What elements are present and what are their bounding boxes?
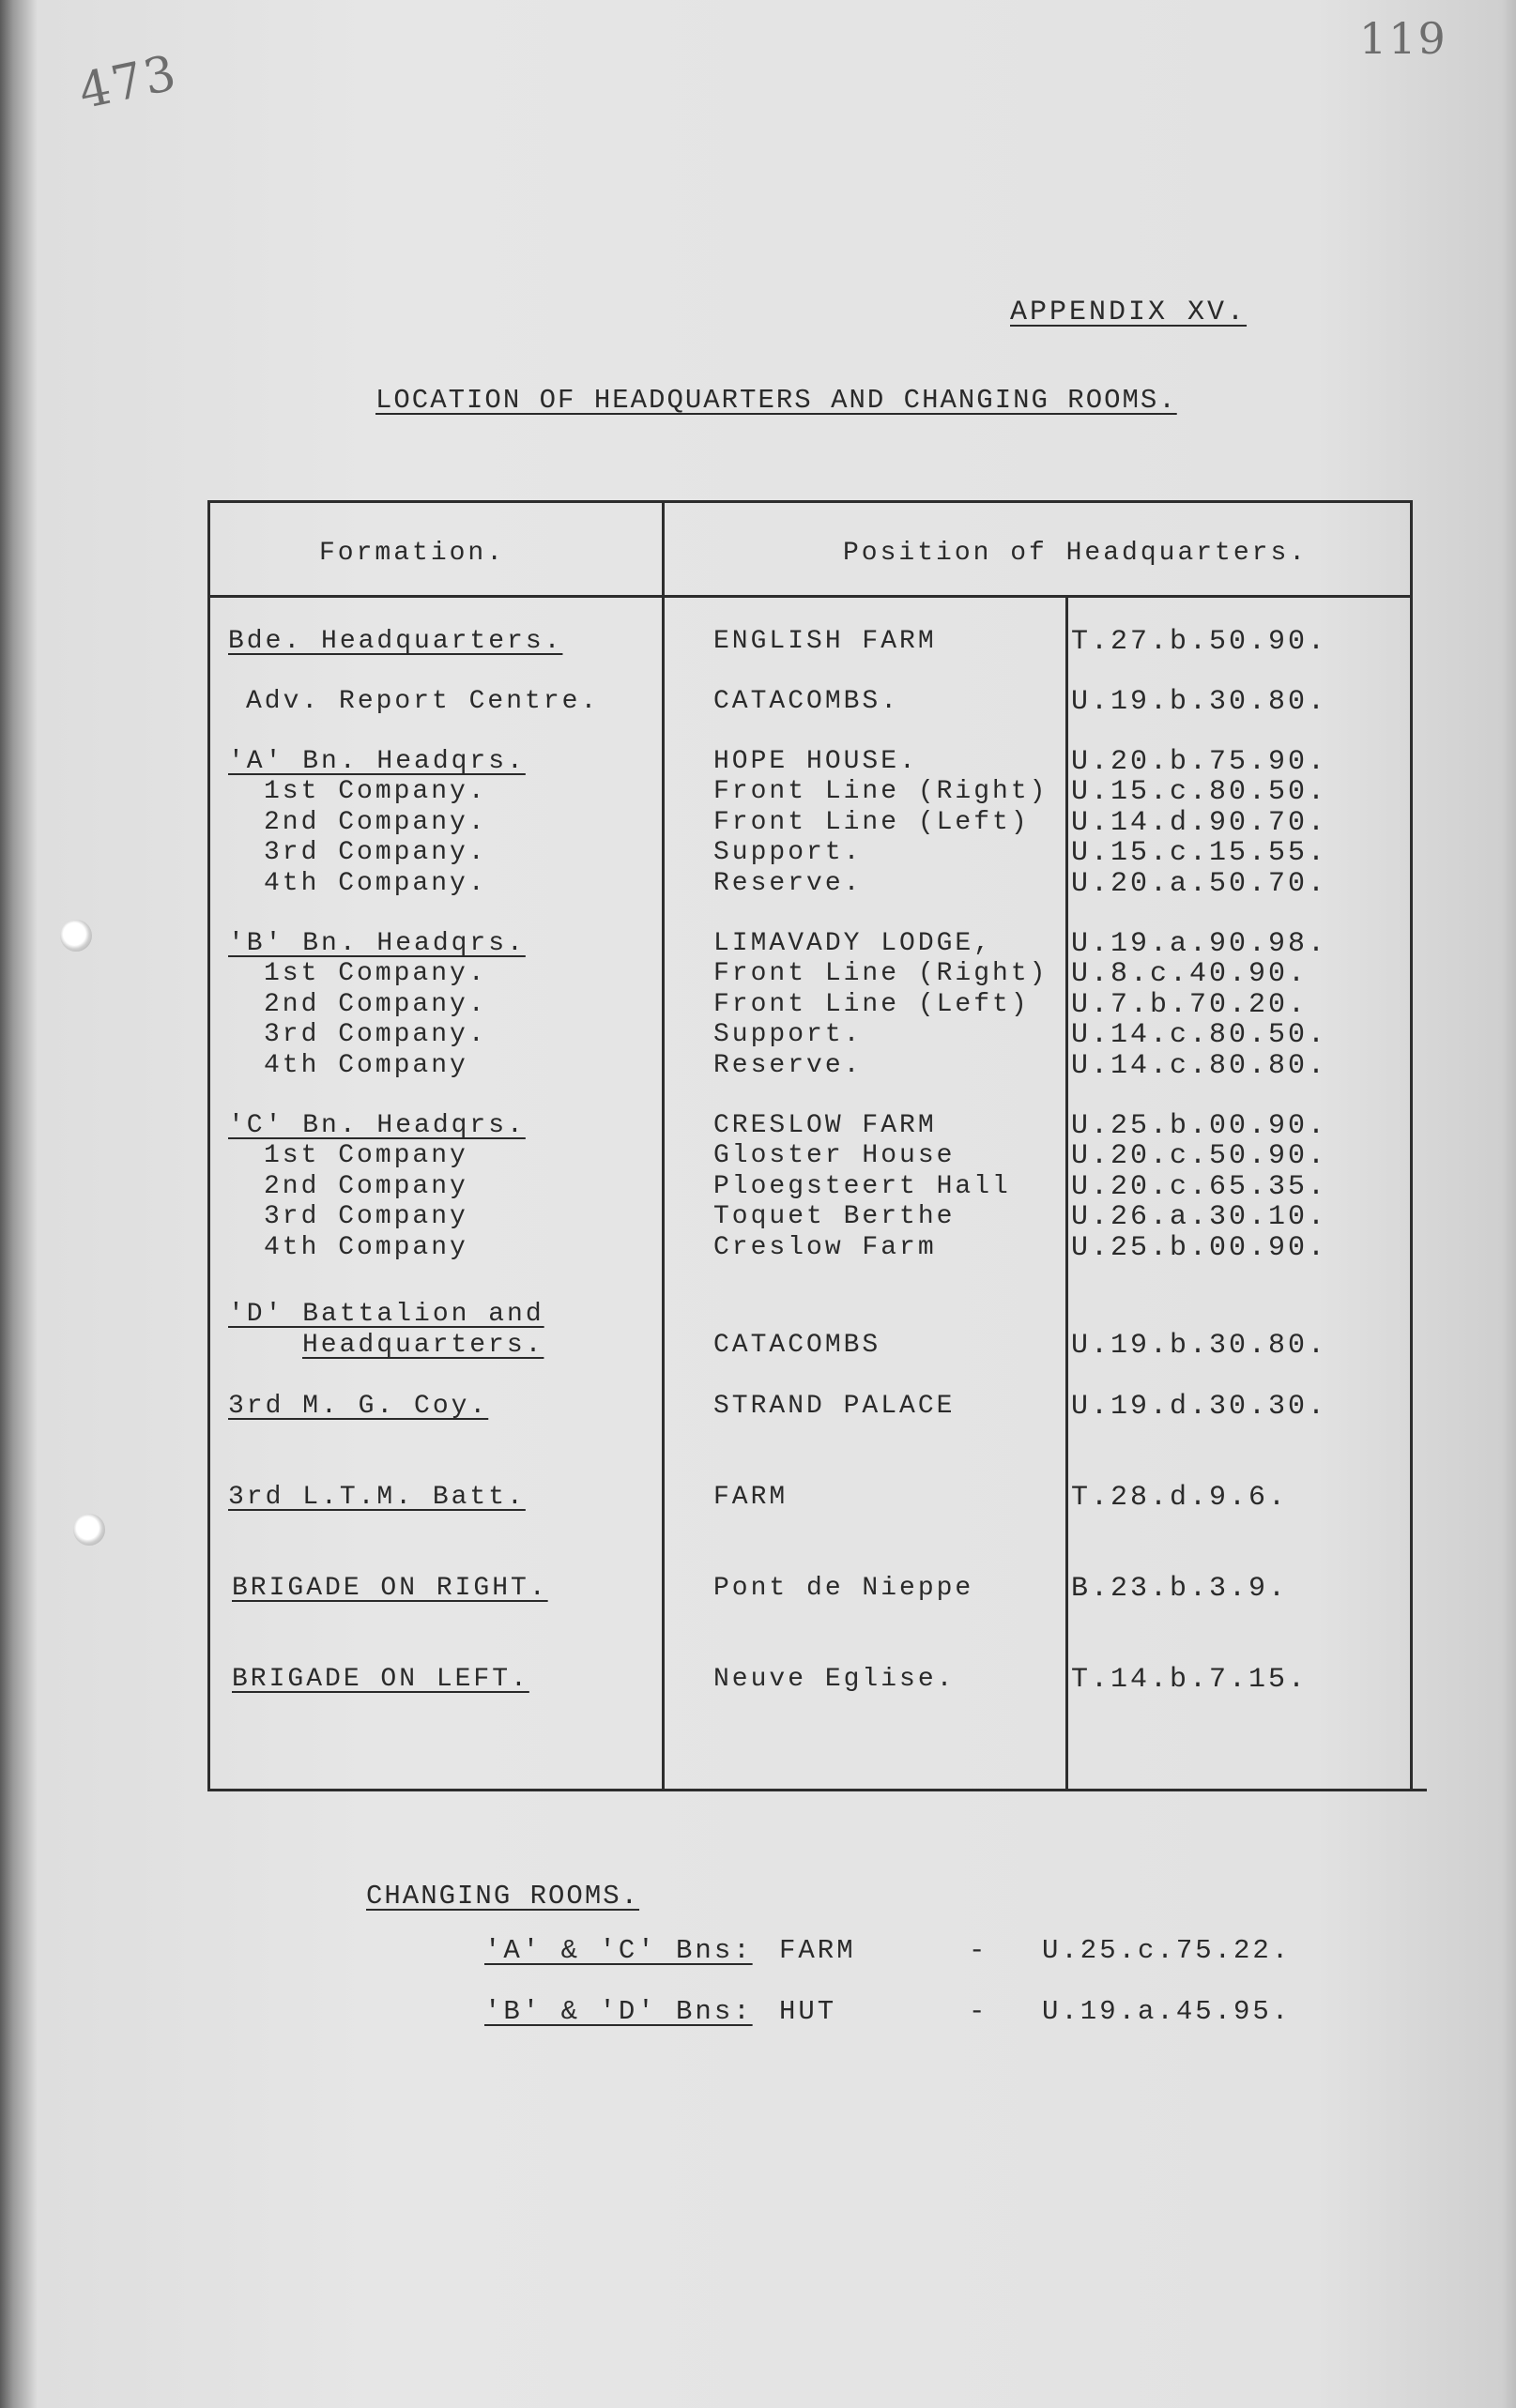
formation-cell: Adv. Report Centre. bbox=[246, 687, 600, 716]
formation-cell: 3rd M. G. Coy. bbox=[228, 1392, 489, 1421]
map-reference-cell: U.14.c.80.50. bbox=[1071, 1019, 1328, 1051]
table-border-bottom bbox=[210, 1789, 1427, 1791]
changing-room-dash: - bbox=[969, 1996, 988, 2027]
position-place-cell: Toquet Berthe bbox=[713, 1202, 956, 1231]
table-header-divider bbox=[207, 595, 1412, 598]
document-title: LOCATION OF HEADQUARTERS AND CHANGING ROOMS. bbox=[375, 385, 1177, 416]
formation-cell: Bde. Headquarters. bbox=[228, 627, 563, 656]
map-reference-cell: U.20.a.50.70. bbox=[1071, 868, 1328, 900]
changing-room-ref: U.25.c.75.22. bbox=[1042, 1935, 1292, 1966]
map-reference-cell: U.14.c.80.80. bbox=[1071, 1050, 1328, 1082]
position-place-cell: CRESLOW FARM bbox=[713, 1111, 937, 1140]
formation-cell: 4th Company. bbox=[264, 869, 487, 898]
position-place-cell: Front Line (Left) bbox=[713, 808, 1030, 837]
position-place-cell: STRAND PALACE bbox=[713, 1392, 956, 1421]
map-reference-cell: U.26.a.30.10. bbox=[1071, 1201, 1328, 1233]
formation-cell: 3rd L.T.M. Batt. bbox=[228, 1483, 526, 1512]
map-reference-cell: U.8.c.40.90. bbox=[1071, 958, 1309, 990]
formation-cell: 1st Company. bbox=[264, 777, 487, 806]
position-place-cell: LIMAVADY LODGE, bbox=[713, 929, 993, 958]
header-position: Position of Headquarters. bbox=[843, 539, 1309, 568]
appendix-title: APPENDIX XV. bbox=[1010, 297, 1248, 328]
header-formation: Formation. bbox=[319, 539, 506, 568]
formation-cell: 3rd Company. bbox=[264, 838, 487, 867]
position-place-cell: FARM bbox=[713, 1483, 789, 1512]
formation-cell: 1st Company bbox=[264, 1141, 468, 1170]
map-reference-cell: U.25.b.00.90. bbox=[1071, 1110, 1328, 1142]
formation-cell: 'C' Bn. Headqrs. bbox=[228, 1111, 526, 1140]
position-place-cell: Creslow Farm bbox=[713, 1233, 937, 1262]
position-place-cell: Reserve. bbox=[713, 1051, 863, 1080]
changing-room-place: HUT bbox=[779, 1996, 837, 2027]
table-ref-divider bbox=[1065, 595, 1068, 1791]
map-reference-cell: U.19.b.30.80. bbox=[1071, 686, 1328, 718]
position-place-cell: Support. bbox=[713, 838, 863, 867]
page-number: 119 bbox=[1359, 13, 1447, 64]
formation-cell: 2nd Company. bbox=[264, 990, 487, 1019]
changing-room-place: FARM bbox=[779, 1935, 856, 1966]
formation-cell: BRIGADE ON LEFT. bbox=[232, 1665, 529, 1694]
map-reference-cell: U.19.d.30.30. bbox=[1071, 1391, 1328, 1423]
formation-cell: 3rd Company bbox=[264, 1202, 468, 1231]
formation-cell: 2nd Company bbox=[264, 1172, 468, 1201]
punch-hole-bottom bbox=[73, 1514, 105, 1546]
position-place-cell: Support. bbox=[713, 1020, 863, 1049]
formation-cell: 'D' Battalion and bbox=[228, 1300, 544, 1329]
map-reference-cell: U.20.c.50.90. bbox=[1071, 1140, 1328, 1172]
table-border-left bbox=[207, 500, 210, 1791]
position-place-cell: CATACOMBS bbox=[713, 1331, 881, 1360]
map-reference-cell: B.23.b.3.9. bbox=[1071, 1573, 1289, 1605]
position-place-cell: CATACOMBS. bbox=[713, 687, 900, 716]
formation-cell: 2nd Company. bbox=[264, 808, 487, 837]
position-place-cell: Pont de Nieppe bbox=[713, 1574, 974, 1603]
position-place-cell: Neuve Eglise. bbox=[713, 1665, 956, 1694]
formation-cell: 4th Company bbox=[264, 1051, 468, 1080]
position-place-cell: Front Line (Left) bbox=[713, 990, 1030, 1019]
formation-cell: 4th Company bbox=[264, 1233, 468, 1262]
punch-hole-top bbox=[60, 920, 92, 952]
map-reference-cell: U.19.a.90.98. bbox=[1071, 928, 1328, 960]
map-reference-cell: U.15.c.80.50. bbox=[1071, 776, 1328, 808]
folio-number: 473 bbox=[73, 44, 183, 121]
position-place-cell: HOPE HOUSE. bbox=[713, 747, 918, 776]
map-reference-cell: U.15.c.15.55. bbox=[1071, 837, 1328, 869]
changing-room-ref: U.19.a.45.95. bbox=[1042, 1996, 1292, 2027]
table-column-divider bbox=[662, 500, 665, 1791]
position-place-cell: Front Line (Right) bbox=[713, 959, 1049, 988]
map-reference-cell: U.14.d.90.70. bbox=[1071, 807, 1328, 839]
map-reference-cell: U.19.b.30.80. bbox=[1071, 1330, 1328, 1362]
table-border-right bbox=[1410, 500, 1413, 1791]
changing-rooms-heading: CHANGING ROOMS. bbox=[366, 1881, 640, 1912]
map-reference-cell: U.7.b.70.20. bbox=[1071, 989, 1309, 1021]
table-border-top bbox=[207, 500, 1412, 503]
changing-room-units: 'B' & 'D' Bns: bbox=[484, 1996, 753, 2027]
map-reference-cell: U.25.b.00.90. bbox=[1071, 1232, 1328, 1264]
position-place-cell: ENGLISH FARM bbox=[713, 627, 937, 656]
formation-cell: 3rd Company. bbox=[264, 1020, 487, 1049]
position-place-cell: Ploegsteert Hall bbox=[713, 1172, 1011, 1201]
position-place-cell: Reserve. bbox=[713, 869, 863, 898]
map-reference-cell: T.27.b.50.90. bbox=[1071, 626, 1328, 658]
map-reference-cell: U.20.b.75.90. bbox=[1071, 746, 1328, 778]
map-reference-cell: T.14.b.7.15. bbox=[1071, 1664, 1309, 1696]
map-reference-cell: T.28.d.9.6. bbox=[1071, 1482, 1289, 1514]
position-place-cell: Front Line (Right) bbox=[713, 777, 1049, 806]
formation-cell: 'A' Bn. Headqrs. bbox=[228, 747, 526, 776]
position-place-cell: Gloster House bbox=[713, 1141, 956, 1170]
formation-cell: BRIGADE ON RIGHT. bbox=[232, 1574, 548, 1603]
formation-cell: 1st Company. bbox=[264, 959, 487, 988]
formation-cell: 'B' Bn. Headqrs. bbox=[228, 929, 526, 958]
formation-cell: Headquarters. bbox=[302, 1331, 544, 1360]
map-reference-cell: U.20.c.65.35. bbox=[1071, 1171, 1328, 1203]
changing-room-units: 'A' & 'C' Bns: bbox=[484, 1935, 753, 1966]
changing-room-dash: - bbox=[969, 1935, 988, 1966]
